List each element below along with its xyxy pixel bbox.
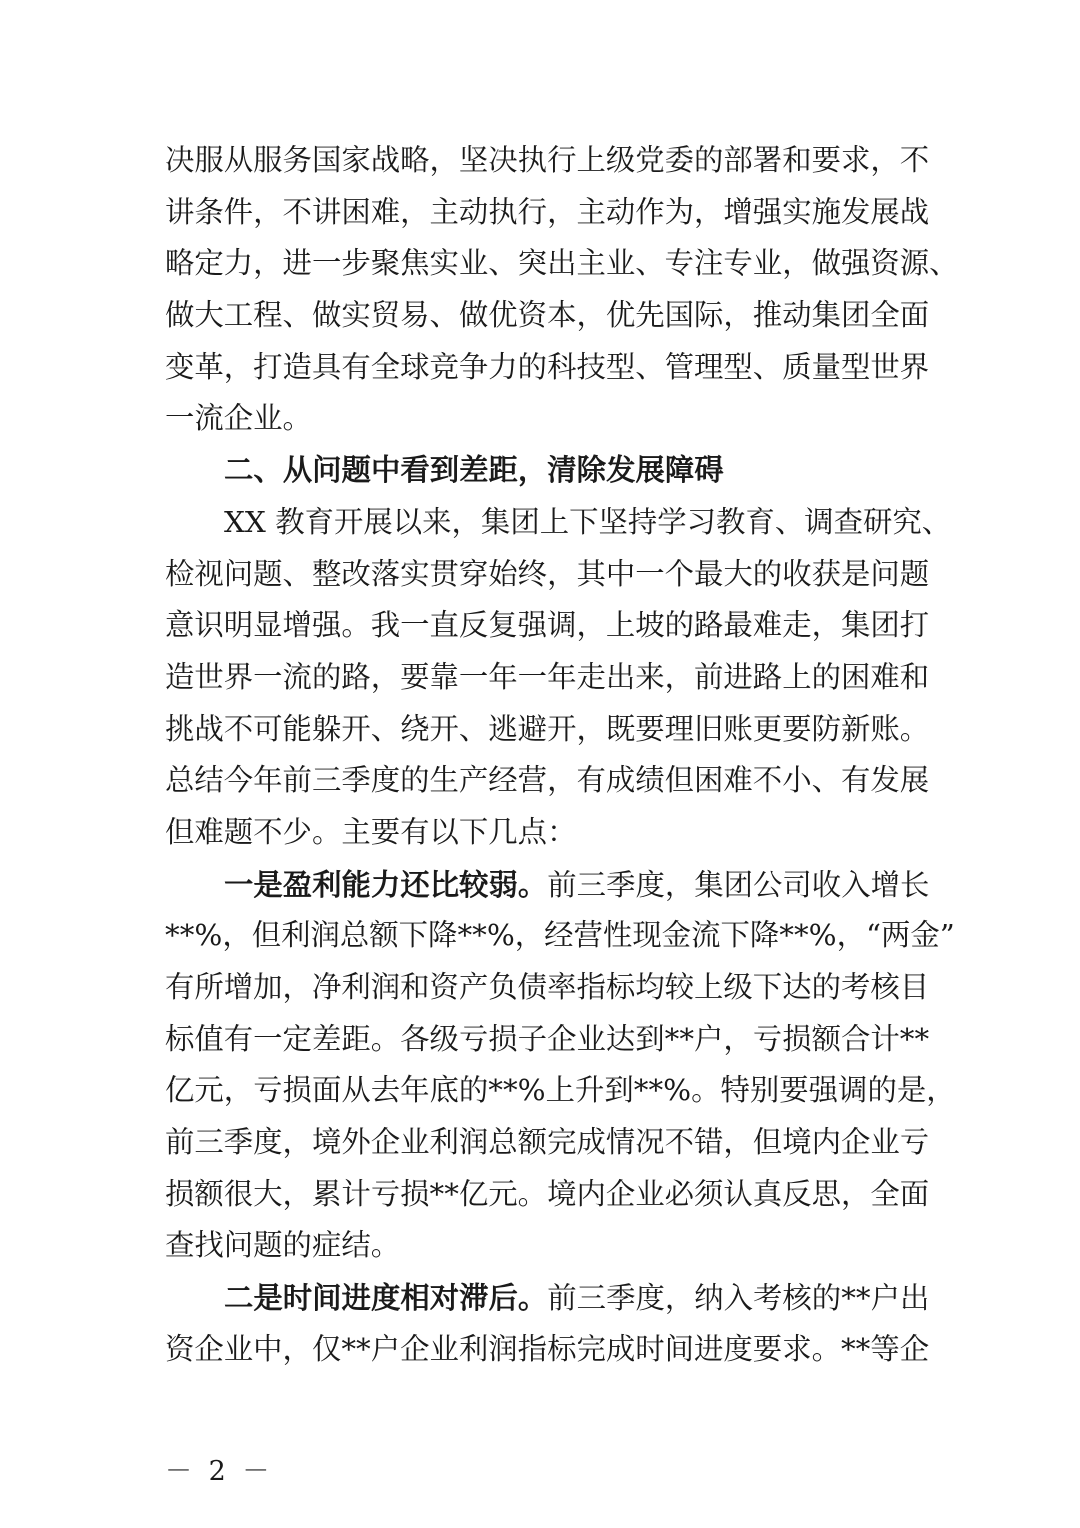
section-heading: 二、从问题中看到差距，清除发展障碍	[224, 453, 724, 488]
point-one-first-line	[165, 859, 930, 911]
paragraph-line: 有所增加，净利润和资产负债率指标均较上级下达的考核目	[165, 970, 930, 1004]
paragraph-line: 略定力，进一步聚焦实业、突出主业、专注专业，做强资源、	[165, 246, 959, 281]
paragraph-line: XX 教育开展以来，集团上下坚持学习教育、调查研究、	[224, 504, 952, 539]
paragraph-line: 前三季度，境外企业利润总额完成情况不错，但境内企业亏	[165, 1125, 930, 1160]
paragraph-line: 亿元，亏损面从去年底的**%上升到**%。特别要强调的是，	[165, 1073, 956, 1108]
paragraph-line: 决服从服务国家战略，坚决执行上级党委的部署和要求，不	[165, 143, 930, 177]
paragraph-line: 一流企业。	[165, 401, 312, 436]
paragraph-line: 损额很大，累计亏损**亿元。境内企业必须认真反思，全面	[165, 1176, 930, 1211]
point-two-lead: 二是时间进度相对滞后。	[224, 1280, 548, 1316]
page-number: － 2 －	[165, 1456, 274, 1487]
paragraph-line: 做大工程、做实贸易、做优资本，优先国际，推动集团全面	[165, 298, 930, 333]
point-two-first-text: 前三季度，纳入考核的**户出	[547, 1281, 930, 1316]
paragraph-line: 查找问题的症结。	[165, 1228, 401, 1263]
point-two-first-line	[165, 1272, 930, 1324]
point-one-first-text: 前三季度，集团公司收入增长	[547, 867, 930, 902]
paragraph-line: 造世界一流的路，要靠一年一年走出来，前进路上的困难和	[165, 659, 930, 694]
paragraph-line: 讲条件，不讲困难，主动执行，主动作为，增强实施发展战	[165, 194, 930, 229]
paragraph-line: 标值有一定差距。各级亏损子企业达到**户，亏损额合计**	[165, 1021, 930, 1056]
paragraph-line: 挑战不可能躲开、绕开、逃避开，既要理旧账更要防新账。	[165, 711, 930, 746]
paragraph-line: 意识明显增强。我一直反复强调，上坡的路最难走，集团打	[165, 608, 930, 643]
paragraph-line: 变革，打造具有全球竞争力的科技型、管理型、质量型世界	[165, 349, 930, 384]
paragraph-line: 但难题不少。主要有以下几点：	[165, 814, 577, 849]
paragraph-line: 资企业中，仅**户企业利润指标完成时间进度要求。**等企	[165, 1331, 930, 1366]
point-one-lead: 一是盈利能力还比较弱。	[224, 866, 548, 902]
paragraph-line: **%，但利润总额下降**%，经营性现金流下降**%，“两金”	[165, 918, 955, 953]
paragraph-line: 总结今年前三季度的生产经营，有成绩但困难不小、有发展	[165, 763, 930, 798]
paragraph-line: 检视问题、整改落实贯穿始终，其中一个最大的收获是问题	[165, 556, 930, 591]
document-body	[165, 135, 959, 1376]
